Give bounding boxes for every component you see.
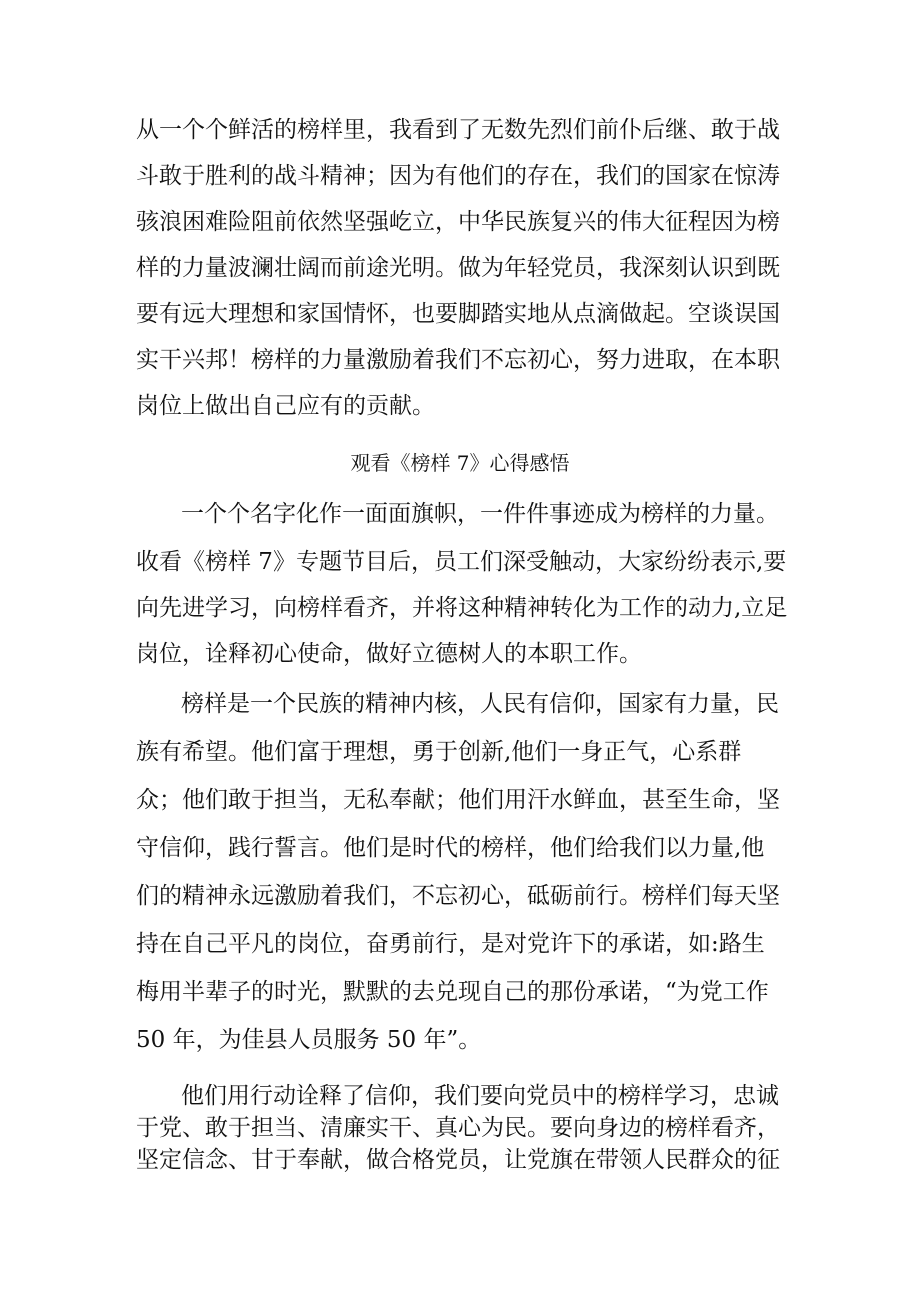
text-line: 族有希望。他们富于理想，勇于创新,他们一身正气，心系群 [136, 739, 742, 765]
text-line: 骇浪困难险阻前依然坚强屹立，中华民族复兴的伟大征程因为榜 [136, 209, 780, 235]
text-line: 岗位上做出自己应有的贡献。 [136, 393, 435, 419]
text-line: 样的力量波澜壮阔而前途光明。做为年轻党员，我深刻认识到既 [136, 255, 780, 281]
text-line: 他们用行动诠释了信仰，我们要向党员中的榜样学习，忠诚 [181, 1083, 779, 1109]
text-line: 岗位，诠释初心使命，做好立德树人的本职工作。 [136, 641, 642, 667]
text-line: 守信仰，践行誓言。他们是时代的榜样，他们给我们以力量,他 [136, 835, 765, 861]
text-line: 梅用半辈子的时光，默默的去兑现自己的那份承诺，“为党工作 [136, 979, 769, 1005]
text-line: 一个个名字化作一面面旗帜，一件件事迹成为榜样的力量。 [181, 501, 779, 527]
text-line: 50 年，为佳县人员服务 50 年”。 [136, 1027, 482, 1053]
text-line: 斗敢于胜利的战斗精神；因为有他们的存在，我们的国家在惊涛 [136, 163, 780, 189]
text-line: 坚定信念、甘于奉献，做合格党员，让党旗在带领人民群众的征 [136, 1147, 780, 1173]
text-line: 们的精神永远激励着我们，不忘初心，砥砺前行。榜样们每天坚 [136, 883, 780, 909]
text-line: 榜样是一个民族的精神内核，人民有信仰，国家有力量，民 [181, 691, 779, 717]
text-line: 于党、敢于担当、清廉实干、真心为民。要向身边的榜样看齐， [136, 1115, 780, 1141]
section-heading: 观看《榜样 7》心得感悟 [350, 451, 570, 475]
text-line: 众；他们敢于担当，无私奉献；他们用汗水鲜血，甚至生命，坚 [136, 787, 780, 813]
text-line: 从一个个鲜活的榜样里，我看到了无数先烈们前仆后继、敢于战 [136, 117, 780, 143]
text-line: 向先进学习，向榜样看齐，并将这种精神转化为工作的动力,立足 [136, 595, 788, 621]
text-line: 收看《榜样 7》专题节目后，员工们深受触动，大家纷纷表示,要 [136, 549, 787, 575]
text-line: 实干兴邦！榜样的力量激励着我们不忘初心，努力进取，在本职 [136, 347, 780, 373]
text-line: 持在自己平凡的岗位，奋勇前行，是对党许下的承诺，如:路生 [136, 931, 765, 957]
text-line: 要有远大理想和家国情怀，也要脚踏实地从点滴做起。空谈误国 [136, 301, 780, 327]
